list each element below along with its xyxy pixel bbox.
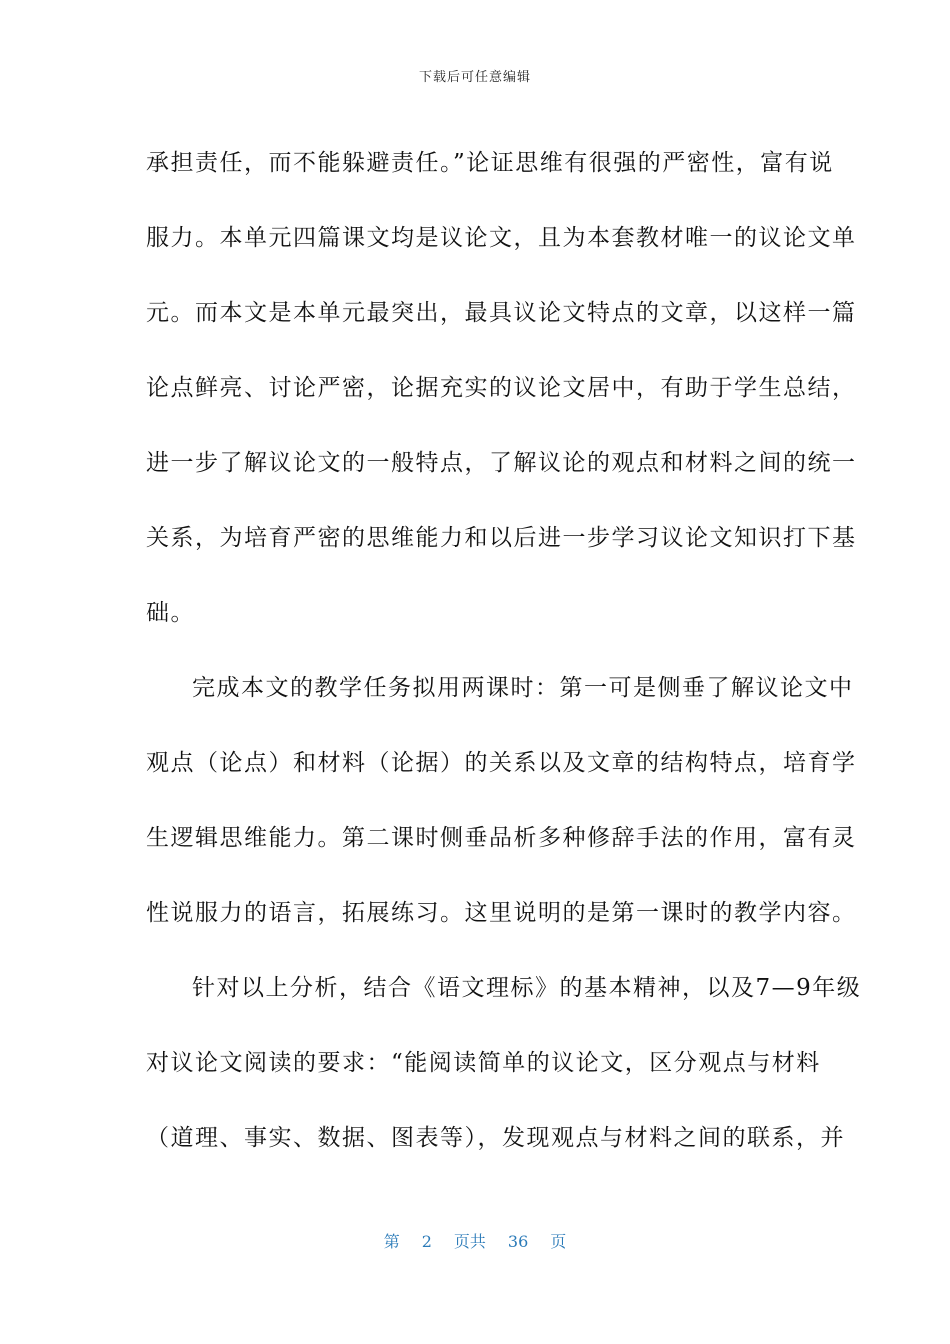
text-line: 论点鲜亮、讨论严密，论据充实的议论文居中，有助于学生总结，: [146, 375, 857, 401]
paragraph-first-line: 完成本文的教学任务拟用两课时：第一可是侧垂了解议论文中: [192, 675, 854, 701]
page-header: 下载后可任意编辑: [418, 70, 531, 85]
text-line: 观点（论点）和材料（论据）的关系以及文章的结构特点，培育学: [146, 750, 857, 776]
text-line: 性说服力的语言，拓展练习。这里说明的是第一课时的教学内容。: [146, 900, 857, 926]
text-line: 元。而本文是本单元最突出，最具议论文特点的文章，以这样一篇: [146, 300, 857, 326]
text-line: 进一步了解议论文的一般特点，了解议论的观点和材料之间的统一: [146, 450, 857, 476]
footer-middle: 页共: [453, 1232, 486, 1251]
total-pages-number: 36: [507, 1232, 529, 1251]
footer-prefix: 第: [383, 1232, 400, 1251]
text-line: 关系，为培育严密的思维能力和以后进一步学习议论文知识打下基: [146, 525, 857, 551]
page-footer: [0, 1229, 950, 1252]
text-line: 础。: [146, 600, 195, 626]
text-line: 对议论文阅读的要求：“能阅读简单的议论文，区分观点与材料: [146, 1050, 821, 1076]
document-body: [146, 126, 862, 1176]
text-line: 承担责任，而不能躲避责任。”论证思维有很强的严密性，富有说: [146, 150, 834, 176]
paragraph-first-line: 针对以上分析，结合《语文理标》的基本精神，以及7—9年级: [192, 975, 862, 1001]
footer-suffix: 页: [550, 1232, 567, 1251]
current-page-number: 2: [421, 1232, 432, 1251]
text-line: （道理、事实、数据、图表等），发现观点与材料之间的联系，并: [146, 1125, 845, 1151]
text-line: 生逻辑思维能力。第二课时侧垂品析多种修辞手法的作用，富有灵: [146, 825, 857, 851]
text-line: 服力。本单元四篇课文均是议论文，且为本套教材唯一的议论文单: [146, 225, 857, 251]
